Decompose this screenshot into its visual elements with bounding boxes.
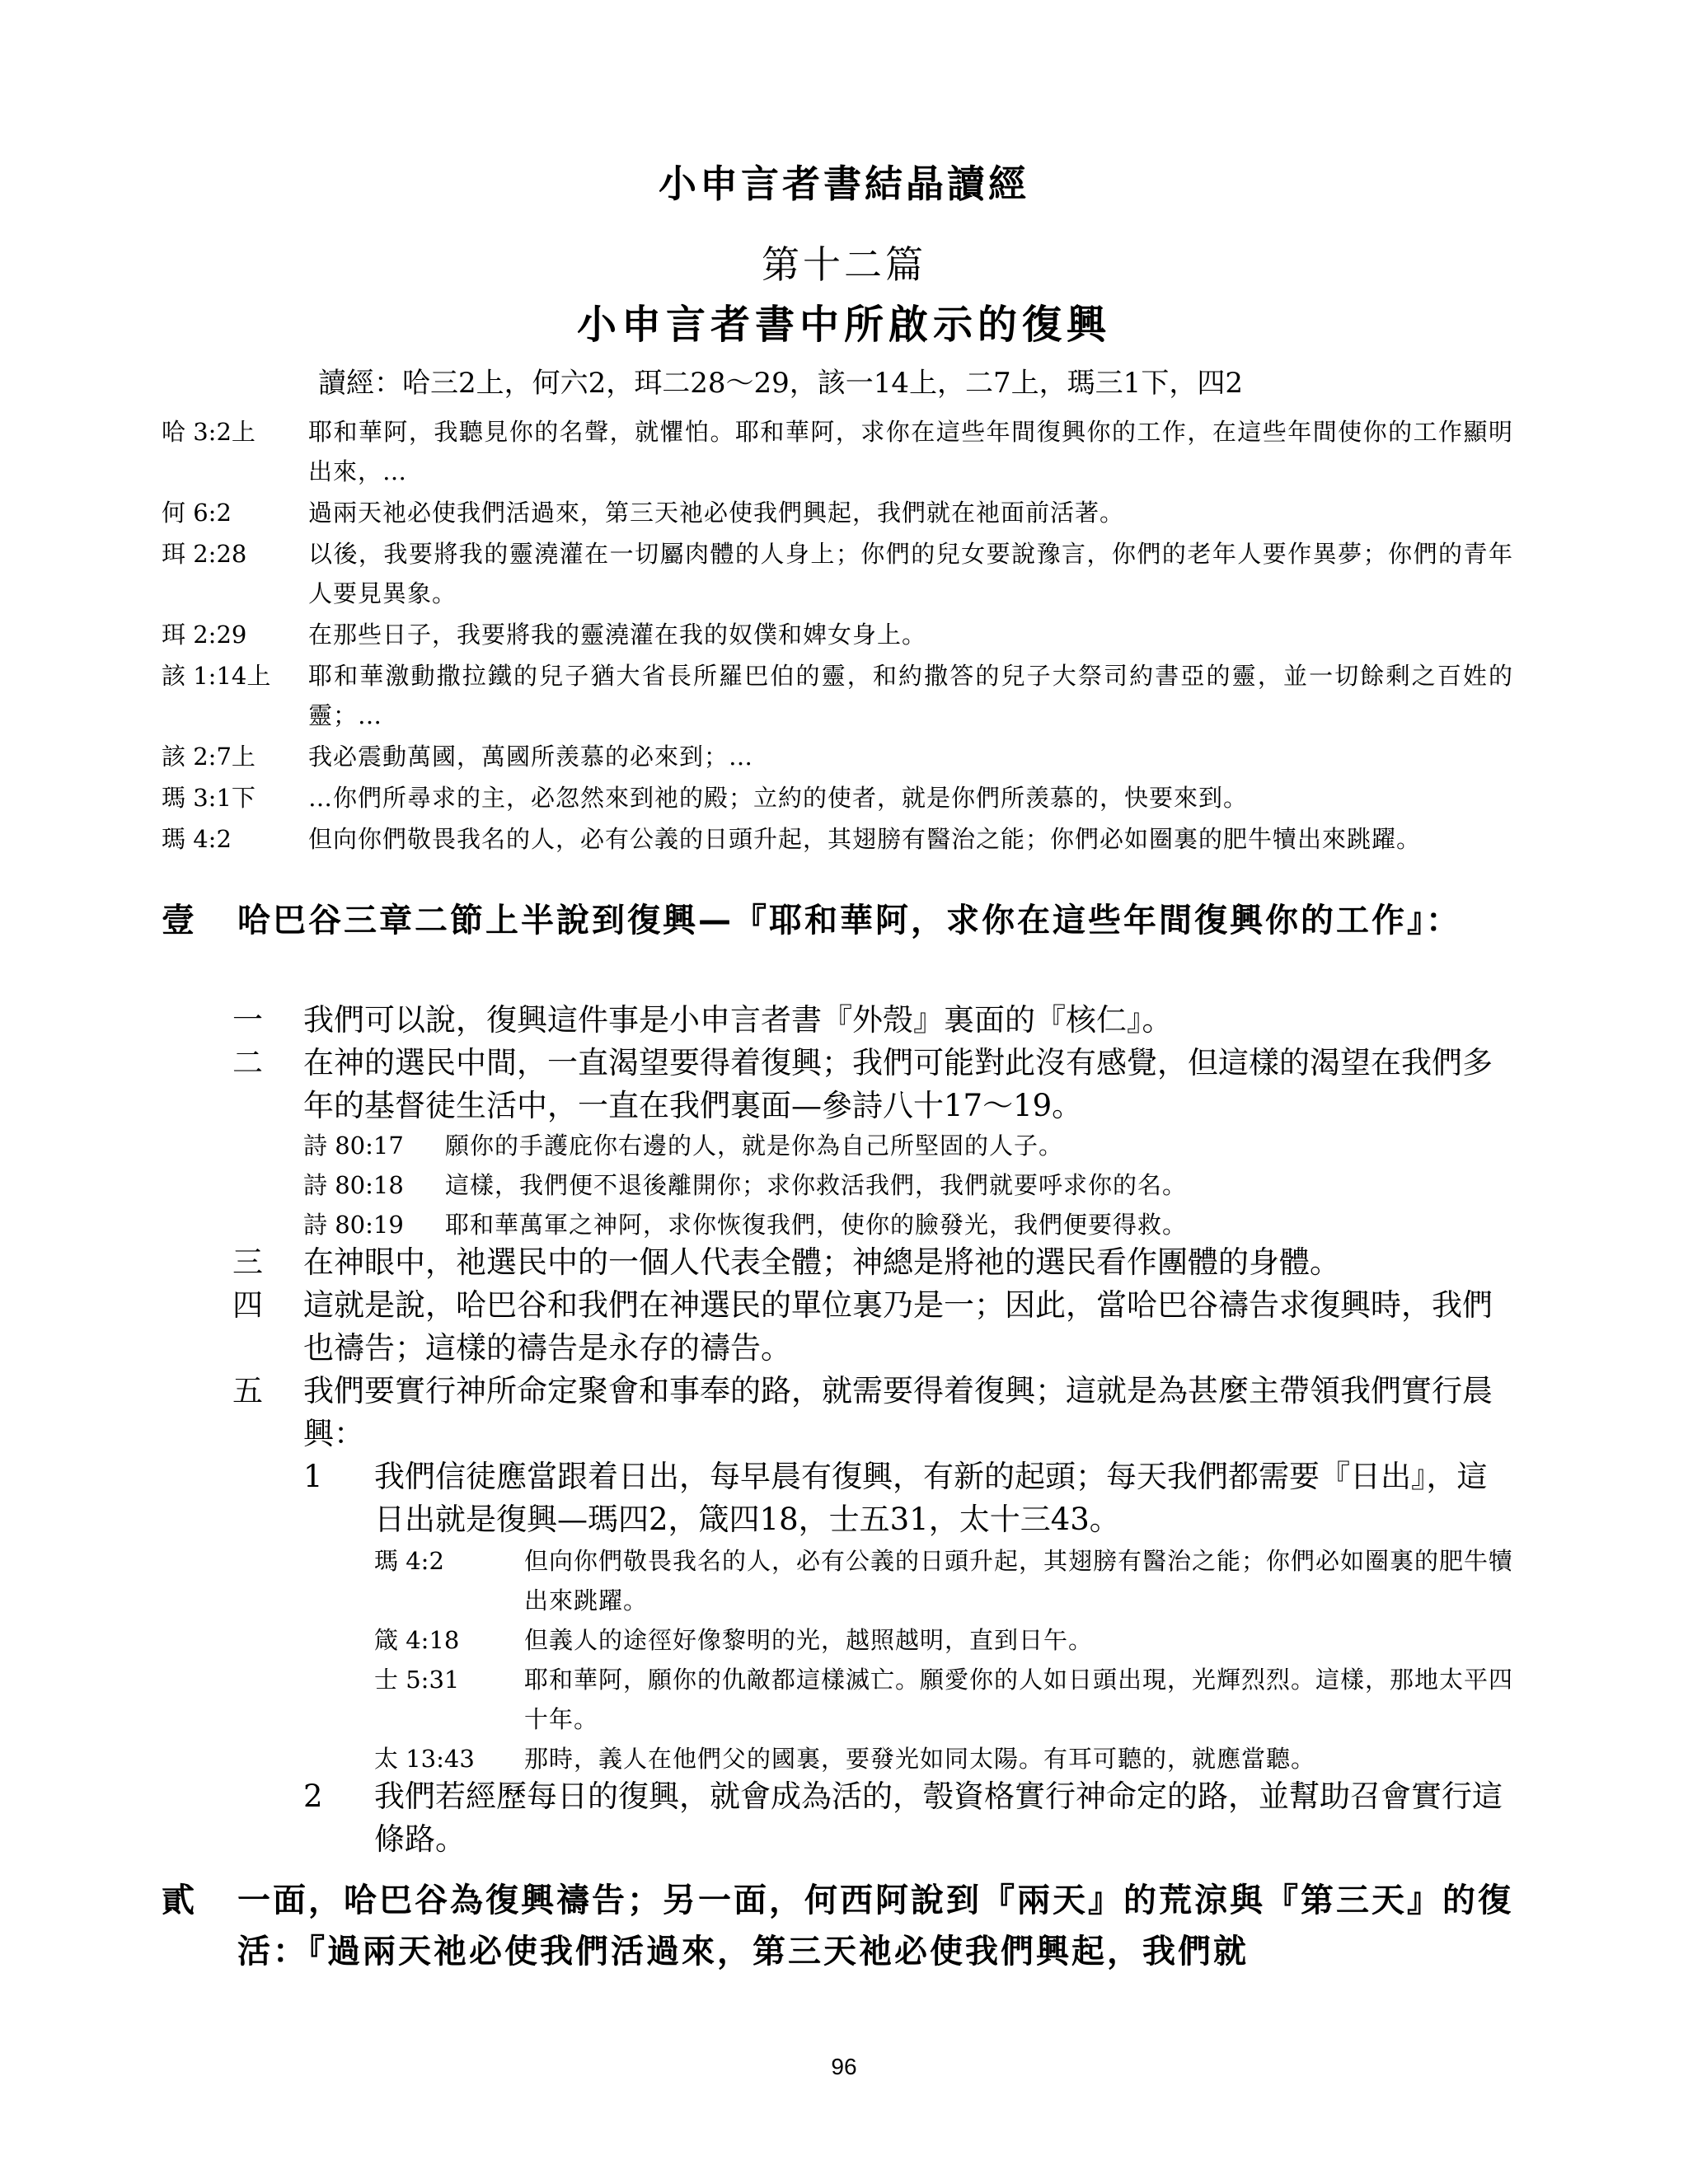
section-heading-text: 哈巴谷三章二節上半說到復興—『耶和華阿，求你在這些年間復興你的工作』： (237, 902, 1461, 940)
verse-item (162, 778, 1513, 818)
verse-ref: 瑪 3:1下 (162, 784, 256, 812)
verse-item (162, 656, 1513, 735)
section-heading (162, 895, 1513, 946)
subpoint-number: 2 (303, 1779, 323, 1814)
psalm-verse (303, 1205, 1513, 1244)
verse-text: 但義人的途徑好像黎明的光，越照越明，直到日午。 (524, 1626, 1094, 1654)
verse-ref: 箴 4:18 (374, 1626, 460, 1654)
chapter-title: 小申言者書中所啟示的復興 (576, 302, 1111, 348)
book-title: 小申言者書結晶讀經 (659, 162, 1029, 206)
verse-text: 耶和華激動撒拉鐵的兒子猶大省長所羅巴伯的靈，和約撒答的兒子大祭司約書亞的靈，並一切餘剩之百姓的靈；… (308, 662, 1513, 729)
verse-item (162, 412, 1513, 491)
section-heading (162, 1875, 1513, 1977)
outline-subpoint (303, 1775, 1513, 1861)
point-number: 三 (232, 1244, 263, 1280)
section-number: 壹 (162, 902, 197, 940)
verse-text: 這樣，我們便不退後離開你；求你救活我們，我們就要呼求你的名。 (445, 1171, 1188, 1199)
support-verse (374, 1541, 1513, 1620)
scripture-reading: 讀經：哈三2上，何六2，珥二28～29，該一14上，二7上，瑪三1下，四2 (318, 367, 1243, 400)
verse-text: 那時，義人在他們父的國裏，要發光如同太陽。有耳可聽的，就應當聽。 (524, 1745, 1316, 1773)
verse-ref: 哈 3:2上 (162, 418, 256, 446)
subpoint-number: 1 (303, 1459, 323, 1494)
point-number: 四 (232, 1287, 263, 1323)
verse-item (162, 819, 1513, 859)
outline-point (232, 1284, 1513, 1370)
outline-subpoint (303, 1455, 1513, 1541)
subpoint-text: 我們若經歷每日的復興，就會成為活的，彀資格實行神命定的路，並幫助召會實行這條路。 (374, 1779, 1503, 1857)
verse-text: 以後，我要將我的靈澆灌在一切屬肉體的人身上；你們的兒女要說豫言，你們的老年人要作異夢；你們的青年人要見異象。 (308, 540, 1513, 607)
outline-point (232, 999, 1513, 1042)
verse-ref: 珥 2:29 (162, 621, 247, 649)
verse-ref: 瑪 4:2 (162, 825, 232, 853)
verse-item (162, 493, 1513, 532)
psalm-verse (303, 1165, 1513, 1205)
psalm-verse (303, 1126, 1513, 1165)
verse-item (162, 534, 1513, 613)
verse-text: 耶和華萬軍之神阿，求你恢復我們，使你的臉發光，我們便要得救。 (445, 1211, 1188, 1239)
verse-ref: 太 13:43 (374, 1745, 475, 1773)
verse-ref: 詩 80:19 (303, 1211, 404, 1239)
verse-ref: 何 6:2 (162, 499, 232, 527)
point-text: 這就是說，哈巴谷和我們在神選民的單位裏乃是一；因此，當哈巴谷禱告求復興時，我們也禱告；這樣的禱告是永存的禱告。 (303, 1287, 1493, 1366)
verse-ref: 該 2:7上 (162, 743, 256, 771)
verse-ref: 珥 2:28 (162, 540, 247, 568)
verse-ref: 詩 80:17 (303, 1132, 404, 1160)
section-heading-text: 一面，哈巴谷為復興禱告；另一面，何西阿說到『兩天』的荒涼與『第三天』的復活：『過兩天祂必使我們活過來，第三天祂必使我們興起，我們就 (237, 1882, 1513, 1971)
support-verse (374, 1660, 1513, 1739)
verse-text: 耶和華阿，願你的仇敵都這樣滅亡。願愛你的人如日頭出現，光輝烈烈。這樣，那地太平四十年。 (524, 1666, 1514, 1733)
verse-item (162, 737, 1513, 776)
verse-text: 耶和華阿，我聽見你的名聲，就懼怕。耶和華阿，求你在這些年間復興你的工作，在這些年間使你的工作顯明出來，… (308, 418, 1513, 485)
section-number: 貳 (162, 1882, 197, 1919)
point-number: 二 (232, 1045, 263, 1080)
support-verse (374, 1739, 1513, 1779)
point-text: 我們要實行神所命定聚會和事奉的路，就需要得着復興；這就是為甚麼主帶領我們實行晨興： (303, 1373, 1493, 1451)
verse-ref: 士 5:31 (374, 1666, 460, 1694)
verse-text: 過兩天祂必使我們活過來，第三天祂必使我們興起，我們就在祂面前活著。 (308, 499, 1125, 527)
point-text: 在神眼中，祂選民中的一個人代表全體；神總是將祂的選民看作團體的身體。 (303, 1244, 1340, 1280)
outline-point (232, 1370, 1513, 1455)
point-number: 五 (232, 1373, 263, 1408)
support-verse (374, 1620, 1513, 1660)
page-number: 96 (831, 2054, 857, 2079)
verse-ref: 詩 80:18 (303, 1171, 404, 1199)
verse-item (162, 615, 1513, 654)
verse-list (162, 412, 1513, 860)
point-text: 在神的選民中間，一直渴望要得着復興；我們可能對此沒有感覺，但這樣的渴望在我們多年的基督徒生活中，一直在我們裏面—參詩八十17～19。 (303, 1045, 1493, 1123)
verse-text: 我必震動萬國，萬國所羡慕的必來到；… (308, 743, 754, 771)
point-text: 我們可以說，復興這件事是小申言者書『外殼』裏面的『核仁』。 (303, 1002, 1173, 1038)
verse-ref: 瑪 4:2 (374, 1547, 444, 1575)
outline-point (232, 1042, 1513, 1127)
verse-text: 但向你們敬畏我名的人，必有公義的日頭升起，其翅膀有醫治之能；你們必如圈裏的肥牛犢出來跳躍。 (524, 1547, 1514, 1615)
verse-text: 願你的手護庇你右邊的人，就是你為自己所堅固的人子。 (445, 1132, 1064, 1160)
chapter-number: 第十二篇 (762, 242, 926, 287)
verse-text: 但向你們敬畏我名的人，必有公義的日頭升起，其翅膀有醫治之能；你們必如圈裏的肥牛犢出來跳躍。 (308, 825, 1422, 853)
point-number: 一 (232, 1002, 263, 1038)
verse-text: …你們所尋求的主，必忽然來到祂的殿；立約的使者，就是你們所羡慕的，快要來到。 (308, 784, 1249, 812)
subpoint-text: 我們信徒應當跟着日出，每早晨有復興，有新的起頭；每天我們都需要『日出』，這日出就是復興—瑪四2，箴四18，士五31，太十三43。 (374, 1459, 1488, 1537)
verse-ref: 該 1:14上 (162, 662, 271, 690)
verse-text: 在那些日子，我要將我的靈澆灌在我的奴僕和婢女身上。 (308, 621, 927, 649)
outline-point (232, 1241, 1513, 1284)
